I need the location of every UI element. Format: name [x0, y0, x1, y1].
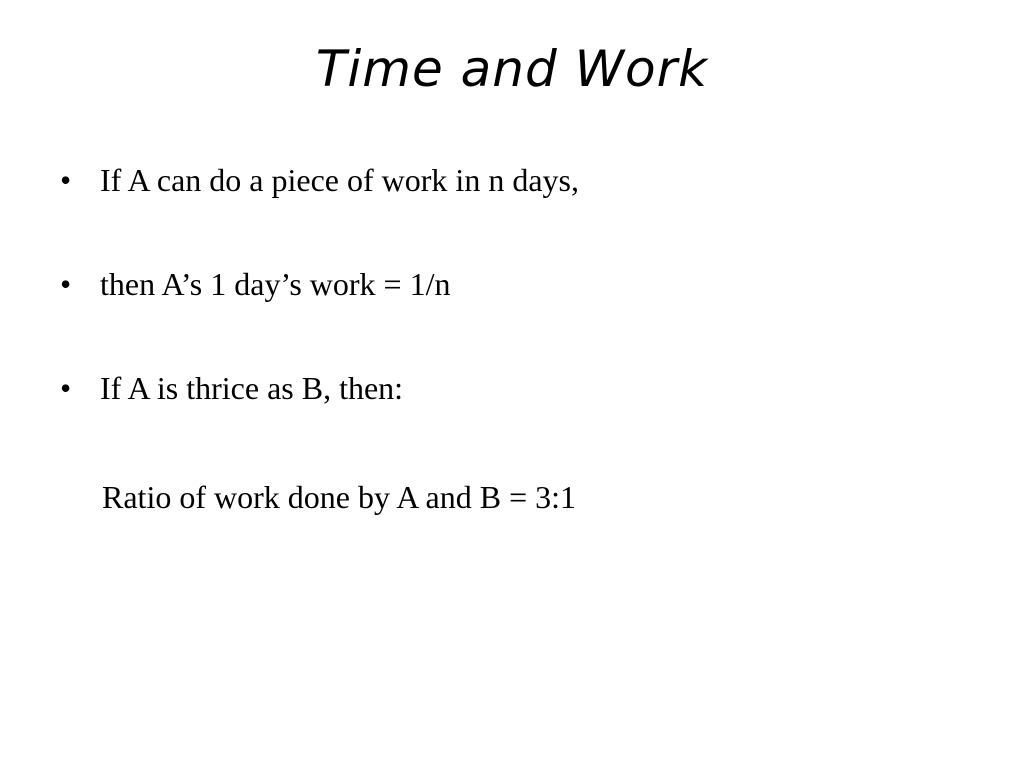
bullet-text: If A can do a piece of work in n days, — [100, 162, 579, 198]
bullet-dot-icon: • — [60, 162, 72, 198]
slide-title: Time and Work — [315, 40, 709, 98]
bullet-text: then A’s 1 day’s work = 1/n — [100, 266, 451, 302]
bullet-dot-icon: • — [60, 266, 72, 302]
bullet-text: If A is thrice as B, then: — [100, 370, 404, 406]
ratio-line: Ratio of work done by A and B = 3:1 — [102, 479, 577, 515]
bullet-dot-icon: • — [60, 370, 72, 406]
